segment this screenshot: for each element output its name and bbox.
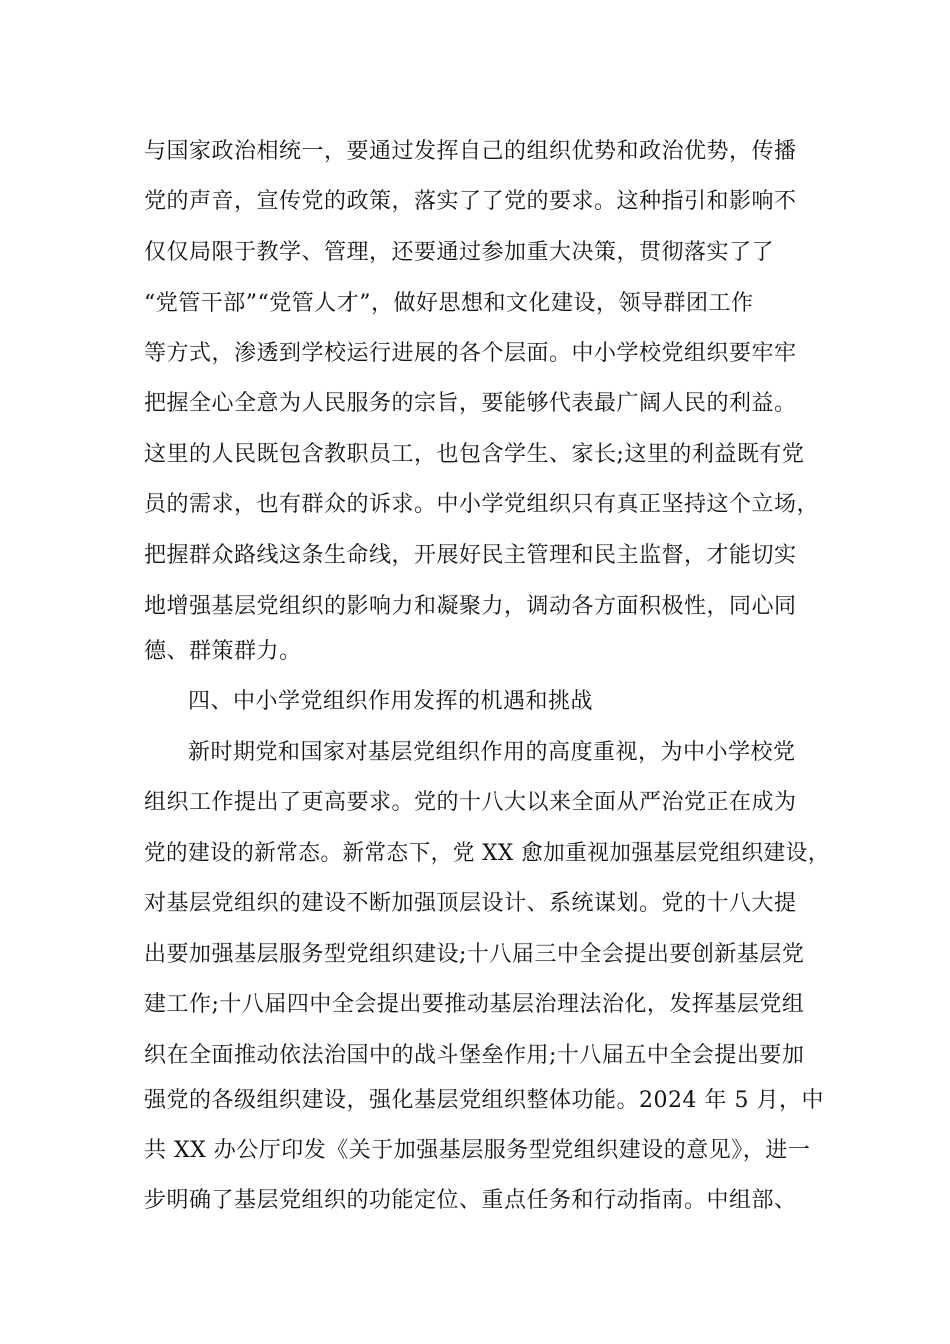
paragraph-line: 新时期党和国家对基层党组织作用的高度重视，为中小学校党 xyxy=(188,740,796,765)
paragraph-line: 织在全面推动依法治国中的战斗堡垒作用;十八届五中全会提出要加 xyxy=(144,1043,805,1068)
paragraph-line: 组织工作提出了更高要求。党的十八大以来全面从严治党正在成为 xyxy=(144,790,797,815)
paragraph-line: 地增强基层党组织的影响力和凝聚力，调动各方面积极性，同心同 xyxy=(144,594,797,619)
paragraph-line: 与国家政治相统一，要通过发挥自己的组织优势和政治优势，传播 xyxy=(144,139,797,164)
paragraph-line: 共 XX 办公厅印发《关于加强基层服务型党组织建设的意见》，进一 xyxy=(144,1138,811,1163)
paragraph-line: 等方式，渗透到学校运行进展的各个层面。中小学校党组织要牢牢 xyxy=(144,341,797,366)
paragraph-line: 党的建设的新常态。新常态下，党 XX 愈加重视加强基层党组织建设， xyxy=(144,841,830,866)
paragraph-line: 步明确了基层党组织的功能定位、重点任务和行动指南。中组部、 xyxy=(144,1188,797,1213)
paragraph-line: 强党的各级组织建设，强化基层党组织整体功能。2024 年 5 月，中 xyxy=(144,1088,824,1113)
paragraph-line: 这里的人民既包含教职员工，也包含学生、家长;这里的利益既有党 xyxy=(144,442,805,467)
paragraph-line: 员的需求，也有群众的诉求。中小学党组织只有真正坚持这个立场， xyxy=(144,492,820,517)
paragraph-line: 把握全心全意为人民服务的宗旨，要能够代表最广阔人民的利益。 xyxy=(144,391,797,416)
paragraph-line: 对基层党组织的建设不断加强顶层设计、系统谋划。党的十八大提 xyxy=(144,891,797,916)
paragraph-line: 仅仅局限于教学、管理，还要通过参加重大决策，贯彻落实了了 xyxy=(144,240,775,265)
section-heading: 四、中小学党组织作用发挥的机遇和挑战 xyxy=(188,689,594,714)
paragraph-line: 党的声音，宣传党的政策，落实了了党的要求。这种指引和影响不 xyxy=(144,189,797,214)
paragraph-line: 把握群众路线这条生命线，开展好民主管理和民主监督，才能切实 xyxy=(144,543,797,568)
paragraph-line: “党管干部”“党管人才”，做好思想和文化建设，领导群团工作 xyxy=(144,291,754,316)
paragraph-line: 德、群策群力。 xyxy=(144,639,302,664)
paragraph-line: 建工作;十八届四中全会提出要推动基层治理法治化，发挥基层党组 xyxy=(144,992,805,1017)
paragraph-line: 出要加强基层服务型党组织建设;十八届三中全会提出要创新基层党 xyxy=(144,942,805,967)
